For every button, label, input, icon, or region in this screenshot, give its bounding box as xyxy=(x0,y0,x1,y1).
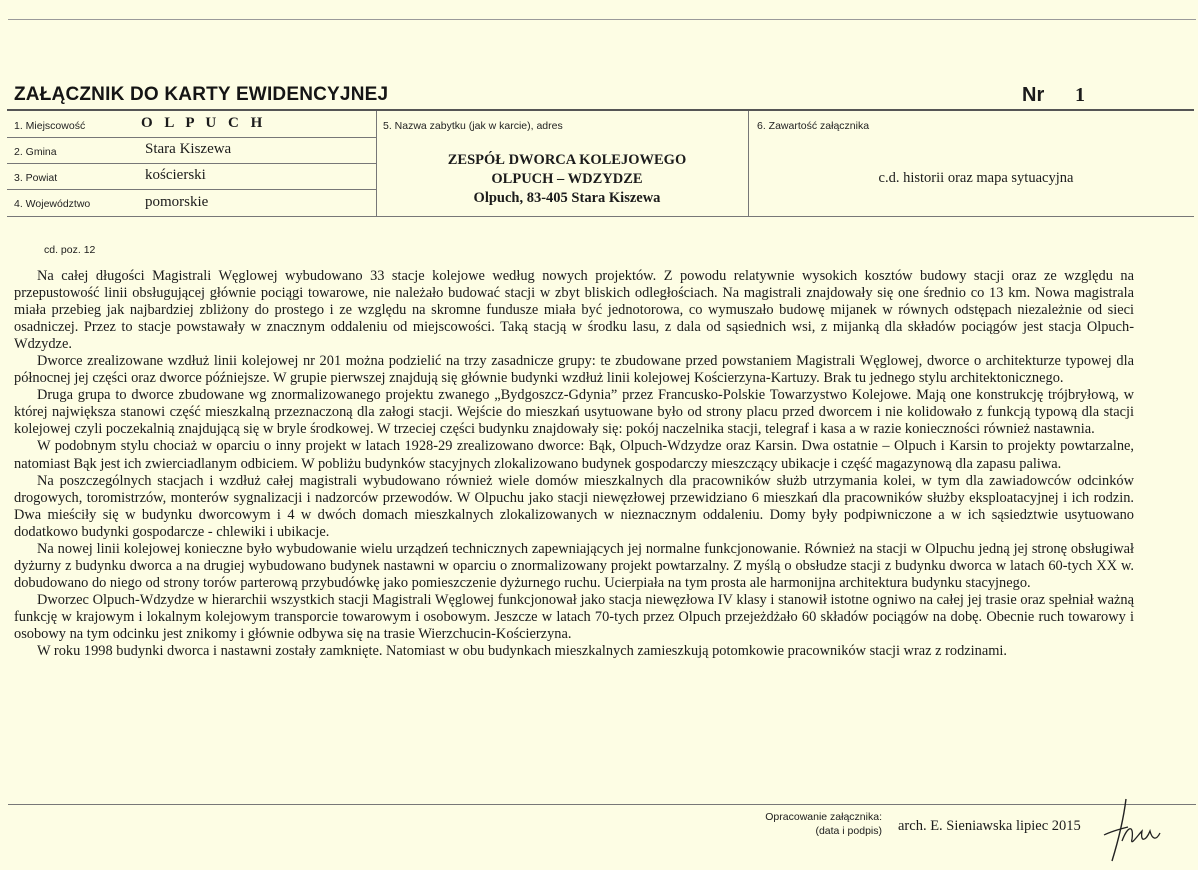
field-label-voivodeship: 4. Województwo xyxy=(14,198,91,210)
field-value-locality: O L P U C H xyxy=(141,115,267,131)
field-label-commune: 2. Gmina xyxy=(14,146,57,158)
paragraph: Na całej długości Magistrali Węglowej wybudowano 33 stacje kolejowe według nowych projektów. Z powodu relatywnie wysokich kosztów budowy stacji oraz ze względu na przepustowość linii obsługującej głównie pociągi towarowe, nie należało budować stacji w zbyt bliskich odległościach. Na magistrali znajdowały się one średnio co 13 km. Nowa magistrala miała przebieg jak najbardziej zbliżony do prostego i ze względu na skromne fundusze miała być jednotorowa, co wymuszało budowę mijanek w równych odstępach niezależnie od sieci osadniczej. Przez to stacje powstawały w znacznym oddaleniu od miejscowości. Taką stacją w środku lasu, z dala od sąsiednich wsi, z mijanką dla składów pociągów jest stacja Olpuch-Wdzydze. xyxy=(14,268,1134,353)
field-label-county: 3. Powiat xyxy=(14,172,58,184)
prepared-by-caption: Opracowanie załącznika: xyxy=(765,811,882,823)
paragraph: Na nowej linii kolejowej konieczne było wybudowanie wielu urządzeń technicznych zapewniających jej normalne funkcjonowanie. Również na stacji w Olpuchu jedną jej stronę obsługiwał dyżurny z budynku dworca a na drugiej wybudowano budynek nastawni w oparciu o znormalizowany projekt powtarzalny. Z myślą o obsłudze stacji z budynku dworca w latach 60-tych XX w. dobudowano do niego od strony torów parterową przybudówkę jako pomieszczenie dyżurnego ruchu. Ucierpiała na tym prosta ale harmonijna architektura budynku stacyjnego. xyxy=(14,540,1134,591)
footer-divider xyxy=(8,804,1196,805)
field-label-contents: 6. Zawartość załącznika xyxy=(757,120,870,132)
field-value-county: kościerski xyxy=(145,167,206,183)
paragraph: W roku 1998 budynki dworca i nastawni zostały zamknięte. Natomiast w obu budynkach mieszkalnych zamieszkują potomkowie pracowników stacji wraz z rodzinami. xyxy=(37,643,1008,660)
table-divider xyxy=(376,111,377,216)
monument-name-block xyxy=(379,151,755,208)
record-card-table xyxy=(7,109,1194,217)
date-signature-caption: (data i podpis) xyxy=(815,825,882,837)
field-label-locality: 1. Miejscowość xyxy=(14,120,86,132)
paragraph: Druga grupa to dworce zbudowane wg znormalizowanego projektu zwanego „Bydgoszcz-Gdynia” przez Francusko-Polskie Towarzystwo Kolejowe. Mają one konstrukcję trójbryłową, w której największa stanowi część mieszkalną przeznaczoną dla załogi stacji. Wejście do mieszkań usytuowane było od strony placu przed dworcem i nie kolidowało z funkcją typową dla stacji kolejowej czyli poczekalnią znajdującą się w bryle środkowej. W trzeciej części budynku znajdowały się: pokój naczelnika stacji, telegraf i kasa a w razie konieczności również nastawnia. xyxy=(14,387,1134,438)
handwritten-signature-icon xyxy=(1098,795,1178,865)
paragraph: Dworce zrealizowane wzdłuż linii kolejowej nr 201 można podzielić na trzy zasadnicze grupy: te zbudowane przed powstaniem Magistrali Węglowej, dworce o architekturze typowej dla północnej jej części oraz dworce późniejsze. W grupie pierwszej znajdują się głównie budynki wzdłuż linii kolejowej Kościerzyna-Kartuzy. Brak tu jednego stylu architektonicznego. xyxy=(14,353,1134,387)
table-row-divider xyxy=(7,137,376,138)
prepared-by-label xyxy=(742,810,882,838)
paragraph: W podobnym stylu chociaż w oparciu o inny projekt w latach 1928-29 zrealizowano dworce: Bąk, Olpuch-Wdzydze oraz Karsin. Dwa ostatnie – Olpuch i Karsin to projekty powtarzalne, natomiast Bąk jest ich zwierciadlanym odbiciem. W pobliżu budynków stacyjnych zlokalizowano budynek gospodarczy mieszczący ubikacje i część magazynową dla zapasu paliwa. xyxy=(14,438,1134,472)
table-row-divider xyxy=(7,163,376,164)
field-value-contents: c.d. historii oraz mapa sytuacyjna xyxy=(878,170,1074,186)
table-row-divider xyxy=(7,189,376,190)
monument-address: Olpuch, 83-405 Stara Kiszewa xyxy=(473,190,661,206)
field-value-voivodeship: pomorskie xyxy=(145,194,209,210)
number-label: Nr xyxy=(1022,84,1045,106)
continuation-reference: cd. poz. 12 xyxy=(44,244,96,256)
page-title: ZAŁĄCZNIK DO KARTY EWIDENCYJNEJ xyxy=(14,84,389,105)
history-text xyxy=(14,268,1134,660)
field-label-monument: 5. Nazwa zabytku (jak w karcie), adres xyxy=(383,120,563,132)
paragraph: Na poszczególnych stacjach i wzdłuż całej magistrali wybudowano również wiele domów mieszkalnych dla pracowników służb utrzymania kolei, w tym dla zawiadowców odcinków drogowych, toromistrzów, monterów sygnalizacji i nadzorców przewodów. W Olpuchu jako stacji niewęzłowej przewidziano 6 mieszkań dla pracowników służby eksploatacyjnej i ich rodzin. Dwa mieściły się w budynku dworcowym i 4 w dwóch domach mieszkalnych zlokalizowanych w nieznacznym oddaleniu. Domy były podpiwniczone a w ich sąsiedztwie usytuowano dodatkowo budynki gospodarcze - chlewiki i ubikacje. xyxy=(14,472,1134,540)
author-credit: arch. E. Sieniawska lipiec 2015 xyxy=(898,818,1081,834)
monument-subtitle: OLPUCH – WDZYDZE xyxy=(491,171,643,187)
monument-name: ZESPÓŁ DWORCA KOLEJOWEGO xyxy=(447,152,687,168)
top-divider xyxy=(8,19,1196,20)
paragraph: Dworzec Olpuch-Wdzydze w hierarchii wszystkich stacji Magistrali Węglowej funkcjonował jako stacja niewęzłowa IV klasy i stanowił istotne ogniwo na całej jej trasie oraz spełniał ważną funkcję w krajowym i lokalnym kolejowym transporcie towarowym i osobowym. Jeszcze w latach 70-tych przez Olpuch przejeżdżało 60 składów pociągów na dobę. Obecnie ruch towarowy i osobowy na tym odcinku jest znikomy i głównie odbywa się na trasie Wierzchucin-Kościerzyna. xyxy=(14,591,1134,642)
field-value-commune: Stara Kiszewa xyxy=(145,141,232,157)
number-value: 1 xyxy=(1075,84,1085,106)
